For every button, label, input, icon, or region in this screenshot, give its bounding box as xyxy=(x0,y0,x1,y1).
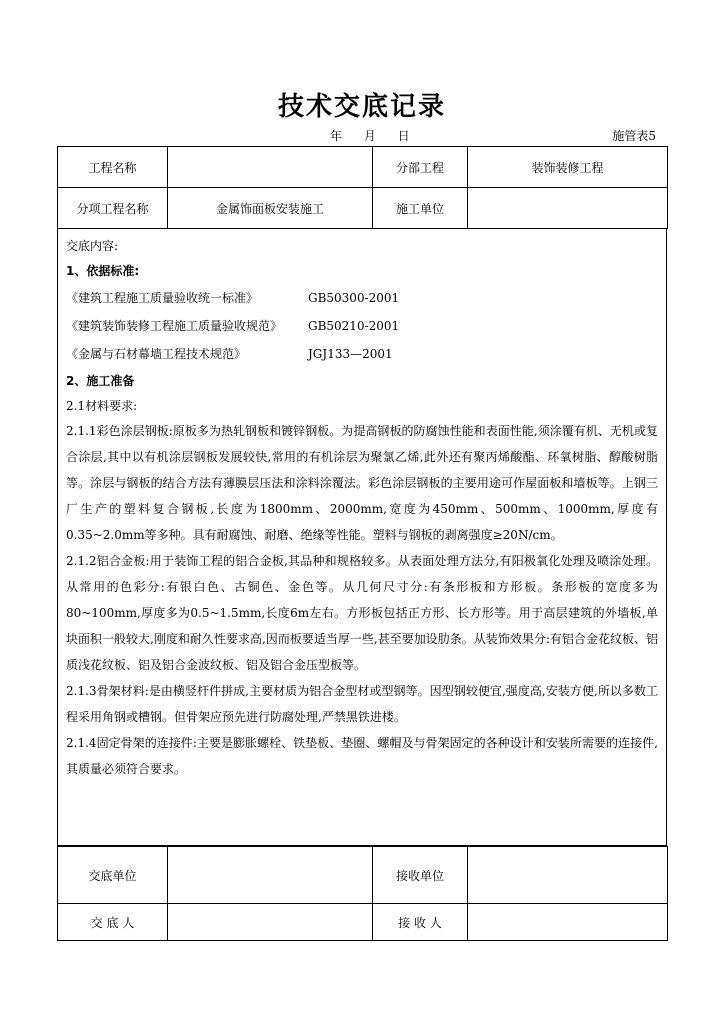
receiver-label: 接 收 人 xyxy=(373,904,468,941)
project-name-value xyxy=(168,147,373,188)
standard-item xyxy=(66,340,658,368)
handover-person-label: 交 底 人 xyxy=(58,904,168,941)
standard-code: GB50210-2001 xyxy=(308,319,400,333)
header-table xyxy=(57,146,668,229)
standard-code: JGJ133—2001 xyxy=(308,347,393,361)
content-label: 交底内容: xyxy=(66,239,119,253)
handover-person-value xyxy=(168,904,373,941)
standard-code: GB50300-2001 xyxy=(308,291,400,305)
table-row xyxy=(58,904,668,941)
standard-item xyxy=(66,284,658,312)
handover-unit-value xyxy=(168,847,373,904)
paragraph-2-1-3: 2.1.3骨架材料:是由横竖杆件拼成,主要材质为铝合金型材或型钢等。因型钢较便宜,强度高,安装方便,所以多数工程采用角钢或槽钢。但骨架应预先进行防腐处理,严禁黑铁进楼。 xyxy=(66,684,658,724)
division-value: 装饰装修工程 xyxy=(468,147,668,188)
handover-unit-label: 交底单位 xyxy=(58,847,168,904)
paragraph-2-1-1: 2.1.1彩色涂层钢板:原板多为热轧钢板和镀锌钢板。为提高钢板的防腐蚀性能和表面性能,须涂覆有机、无机或复合涂层,其中以有机涂层钢板发展较快,常用的有机涂层为聚氯乙烯,此外还有聚丙烯酸酯、环氧树脂、醇酸树脂等。涂层与钢板的结合方法有薄膜层压法和涂料涂覆法。彩色涂层钢板的主要用途可作屋面板和墙板等。上钢三厂生产的塑料复合钢板,长度为1800mm、2000mm,宽度为450mm、500mm、1000mm,厚度有0.35~2.0mm等多种。具有耐腐蚀、耐磨、绝缘等性能。塑料与钢板的剥离强度≥20N/cm。 xyxy=(66,424,658,542)
paragraph-2-1-2: 2.1.2铝合金板:用于装饰工程的铝合金板,其品种和规格较多。从表面处理方法分,有阳极氧化处理及喷涂处理。从常用的色彩分:有银白色、古铜色、金色等。从几何尺寸分:有条形板和方形板。条形板的宽度多为80~100mm,厚度多为0.5~1.5mm,长度6m左右。方形板包括正方形、长方形等。用于高层建筑的外墙板,单块面积一般较大,刚度和耐久性要求高,因而板要适当厚一些,甚至要加设肋条。从装饰效果分:有铝合金花纹板、铝质浅花纹板、铝及铝合金波纹板、铝及铝合金压型板等。 xyxy=(66,554,658,672)
construction-unit-value xyxy=(468,188,668,229)
receiving-unit-value xyxy=(468,847,668,904)
standard-name: 《金属与石材幕墙工程技术规范》 xyxy=(66,347,247,361)
date-label: 年 月 日 xyxy=(330,129,410,143)
paragraph-2-1-4: 2.1.4固定骨架的连接件:主要是膨胀螺栓、铁垫板、垫圈、螺帽及与骨架固定的各种设计和安装所需要的连接件,其质量必须符合要求。 xyxy=(66,736,658,776)
form-number: 施管表5 xyxy=(612,129,656,143)
table-row xyxy=(58,188,668,229)
construction-unit-label: 施工单位 xyxy=(373,188,468,229)
subsection-title: 2.1材料要求: xyxy=(66,399,138,413)
handover-content xyxy=(57,228,667,846)
section2-title: 2、施工准备 xyxy=(66,374,135,388)
division-label: 分部工程 xyxy=(373,147,468,188)
subitem-value: 金属饰面板安装施工 xyxy=(168,188,373,229)
receiver-value xyxy=(468,904,668,941)
standard-name: 《建筑工程施工质量验收统一标准》 xyxy=(66,291,259,305)
document-title: 技术交底记录 xyxy=(277,92,446,122)
table-row xyxy=(58,847,668,904)
section1-title: 1、依据标准: xyxy=(66,264,140,278)
receiving-unit-label: 接收单位 xyxy=(373,847,468,904)
subitem-label: 分项工程名称 xyxy=(58,188,168,229)
project-name-label: 工程名称 xyxy=(58,147,168,188)
standard-item xyxy=(66,312,658,340)
table-row xyxy=(58,147,668,188)
signature-table xyxy=(57,846,668,941)
standard-name: 《建筑装饰装修工程施工质量验收规范》 xyxy=(66,319,283,333)
